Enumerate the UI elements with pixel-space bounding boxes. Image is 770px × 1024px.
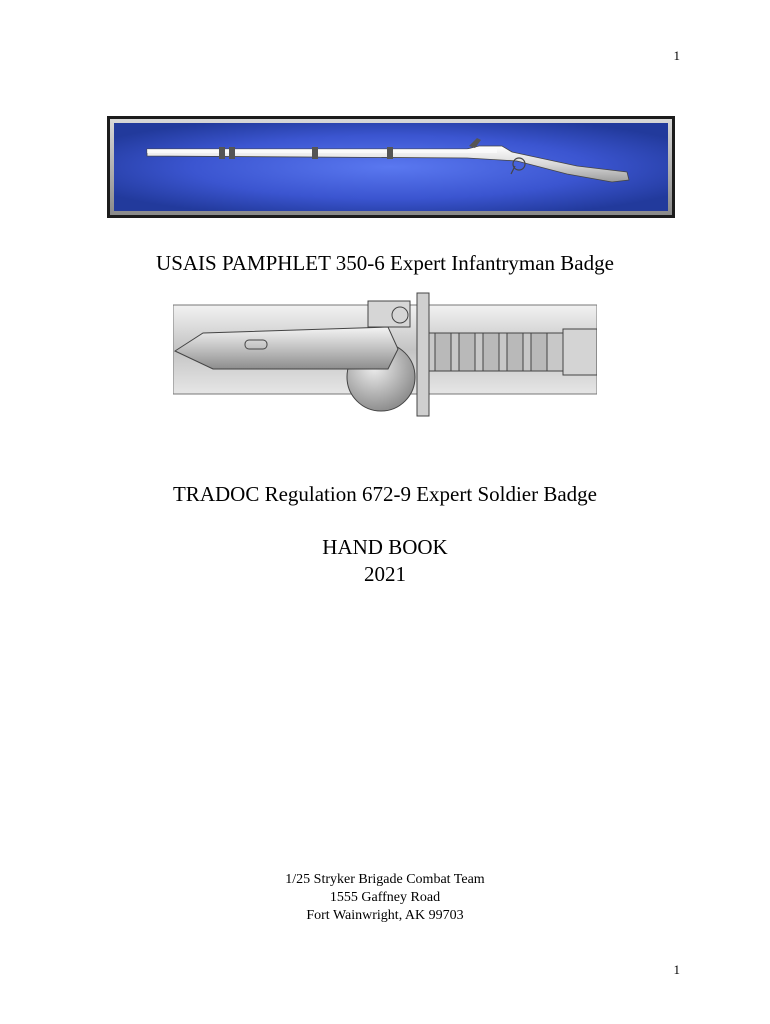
tradoc-regulation-title: TRADOC Regulation 672-9 Expert Soldier Badge bbox=[172, 482, 598, 506]
address-line-street: 1555 Gaffney Road bbox=[329, 890, 441, 905]
handbook-title: HAND BOOK bbox=[322, 535, 448, 559]
address-line-city: Fort Wainwright, AK 99703 bbox=[306, 908, 464, 923]
page-number-bottom: 1 bbox=[673, 962, 680, 977]
expert-soldier-badge-image bbox=[173, 291, 597, 418]
handbook-year: 2021 bbox=[364, 562, 406, 586]
expert-infantryman-badge-image bbox=[107, 116, 675, 218]
address-line-unit: 1/25 Stryker Brigade Combat Team bbox=[285, 872, 485, 887]
usais-pamphlet-title: USAIS PAMPHLET 350-6 Expert Infantryman Badge bbox=[156, 251, 614, 275]
unit-address bbox=[0, 871, 770, 925]
page-number-top: 1 bbox=[673, 48, 680, 63]
